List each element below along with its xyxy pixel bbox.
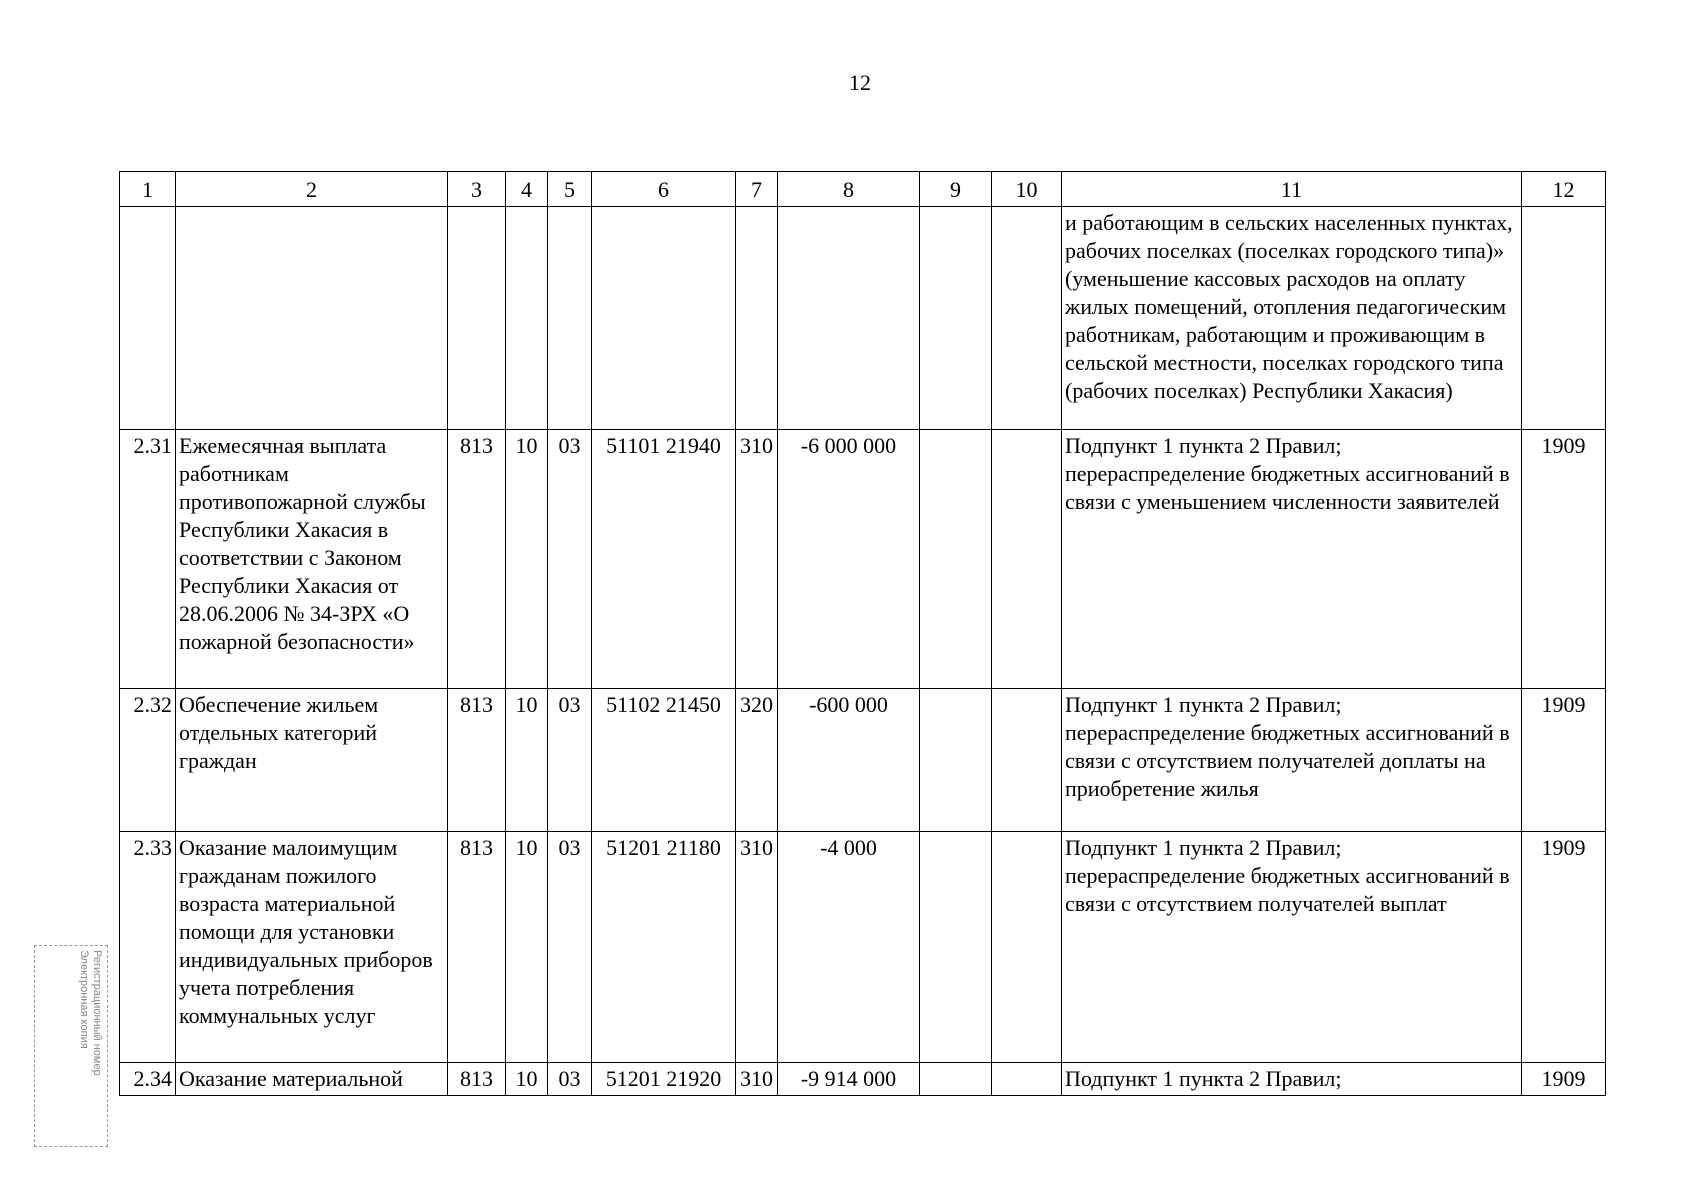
code-cell: 03: [548, 430, 592, 689]
page-number: 12: [849, 70, 871, 95]
table-cell: [1522, 207, 1606, 430]
code-cell: 10: [506, 689, 548, 832]
amount-cell: -4 000: [778, 832, 920, 1063]
code-cell: 51101 21940: [592, 430, 736, 689]
table-cell: [548, 207, 592, 430]
table-cell: [920, 832, 992, 1063]
table-cell: [920, 207, 992, 430]
col-header: 2: [176, 172, 448, 207]
basis-cell: Подпункт 1 пункта 2 Правил; перераспределение бюджетных ассигнований в связи с отсутствием получателей выплат: [1062, 832, 1522, 1063]
col-header: 5: [548, 172, 592, 207]
col-header: 7: [736, 172, 778, 207]
row-number: 2.31: [120, 430, 176, 689]
table-row: [120, 832, 1606, 1063]
item-name: Оказание малоимущим гражданам пожилого возраста материальной помощи для установки индивидуальных приборов учета потребления коммунальных услуг: [176, 832, 448, 1063]
table-cell: [920, 1063, 992, 1096]
table-row: [120, 430, 1606, 689]
table-cell: [992, 689, 1062, 832]
table-header-row: [120, 172, 1606, 207]
col-header: 10: [992, 172, 1062, 207]
table-cell: [920, 430, 992, 689]
basis-cell: Подпункт 1 пункта 2 Правил;: [1062, 1063, 1522, 1096]
code-cell: 1909: [1522, 832, 1606, 1063]
col-header: 12: [1522, 172, 1606, 207]
code-cell: 03: [548, 689, 592, 832]
code-cell: 51201 21180: [592, 832, 736, 1063]
table-row: [120, 689, 1606, 832]
code-cell: 320: [736, 689, 778, 832]
table-row: [120, 1063, 1606, 1096]
code-cell: 03: [548, 1063, 592, 1096]
code-cell: 51102 21450: [592, 689, 736, 832]
table-cell: [120, 207, 176, 430]
stamp-text: Регистрационный номер Электронная копия: [78, 950, 103, 1076]
table-cell: [920, 689, 992, 832]
table-cell: [992, 832, 1062, 1063]
code-cell: 310: [736, 832, 778, 1063]
code-cell: 1909: [1522, 1063, 1606, 1096]
row-number: 2.34: [120, 1063, 176, 1096]
registration-stamp: [34, 945, 108, 1147]
table-cell: [506, 207, 548, 430]
code-cell: 1909: [1522, 430, 1606, 689]
code-cell: 813: [448, 1063, 506, 1096]
table-cell: [992, 430, 1062, 689]
amount-cell: -600 000: [778, 689, 920, 832]
col-header: 4: [506, 172, 548, 207]
row-number: 2.33: [120, 832, 176, 1063]
code-cell: 813: [448, 689, 506, 832]
col-header: 11: [1062, 172, 1522, 207]
code-cell: 51201 21920: [592, 1063, 736, 1096]
item-name: Обеспечение жильем отдельных категорий граждан: [176, 689, 448, 832]
table-cell: [736, 207, 778, 430]
item-name: Ежемесячная выплата работникам противопожарной службы Республики Хакасия в соответствии с Законом Республики Хакасия от 28.06.2006 № 34-ЗРХ «О пожарной безопасности»: [176, 430, 448, 689]
table-cell: [992, 1063, 1062, 1096]
col-header: 3: [448, 172, 506, 207]
table-cell: [176, 207, 448, 430]
amount-cell: -9 914 000: [778, 1063, 920, 1096]
code-cell: 813: [448, 832, 506, 1063]
budget-table: [119, 171, 1606, 1096]
code-cell: 10: [506, 430, 548, 689]
table-cell: [448, 207, 506, 430]
code-cell: 1909: [1522, 689, 1606, 832]
col-header: 1: [120, 172, 176, 207]
table-cell: [778, 207, 920, 430]
table-cell: [992, 207, 1062, 430]
row-number: 2.32: [120, 689, 176, 832]
basis-cell: Подпункт 1 пункта 2 Правил; перераспределение бюджетных ассигнований в связи с отсутствием получателей доплаты на приобретение жилья: [1062, 689, 1522, 832]
item-name: Оказание материальной: [176, 1063, 448, 1096]
code-cell: 813: [448, 430, 506, 689]
col-header: 9: [920, 172, 992, 207]
col-header: 8: [778, 172, 920, 207]
table-row-continuation: [120, 207, 1606, 430]
code-cell: 310: [736, 430, 778, 689]
basis-cell: Подпункт 1 пункта 2 Правил; перераспределение бюджетных ассигнований в связи с уменьшением численности заявителей: [1062, 430, 1522, 689]
basis-cell: и работающим в сельских населенных пунктах, рабочих поселках (поселках городского типа)» (уменьшение кассовых расходов на оплату жилых помещений, отопления педагогическим работникам, работающим и проживающим в сельской местности, поселках городского типа (рабочих поселках) Республики Хакасия): [1062, 207, 1522, 430]
code-cell: 310: [736, 1063, 778, 1096]
code-cell: 10: [506, 832, 548, 1063]
code-cell: 10: [506, 1063, 548, 1096]
amount-cell: -6 000 000: [778, 430, 920, 689]
table-cell: [592, 207, 736, 430]
col-header: 6: [592, 172, 736, 207]
code-cell: 03: [548, 832, 592, 1063]
